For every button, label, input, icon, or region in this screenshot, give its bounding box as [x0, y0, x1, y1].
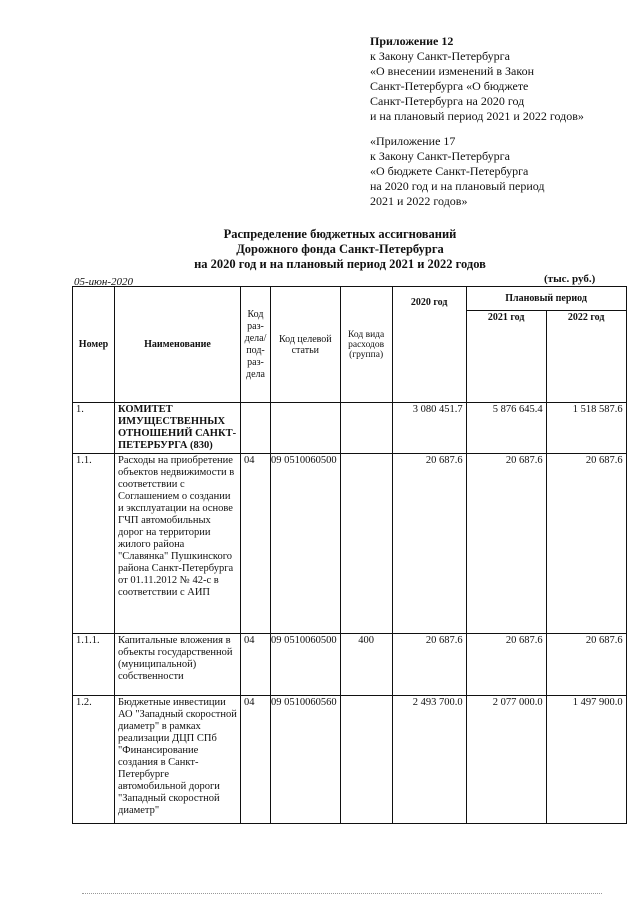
appendix-line: на 2020 год и на плановый период: [370, 179, 545, 193]
row-section: 04: [244, 697, 255, 708]
row-target: 0510060500: [284, 455, 337, 466]
appendix-line: и на плановый период 2021 и 2022 годов»: [370, 109, 584, 123]
row-2022: 20 687.6: [546, 454, 626, 634]
row-2022: 1 518 587.6: [546, 403, 626, 454]
title-line: на 2020 год и на плановый период 2021 и 2022 годов: [194, 257, 486, 271]
row-name: Капитальные вложения в объекты государственной (муниципальной) собственности: [115, 634, 241, 696]
row-subsection: 09: [271, 455, 282, 466]
budget-table: [72, 286, 627, 824]
header-target: Код целевой статьи: [271, 287, 341, 403]
appendix-line: к Закону Санкт-Петербурга: [370, 149, 510, 163]
title-line: Дорожного фонда Санкт-Петербурга: [236, 242, 444, 256]
appendix-line: к Закону Санкт-Петербурга: [370, 49, 510, 63]
row-2021: 2 077 000.0: [466, 696, 546, 824]
row-section-cell: [241, 696, 271, 824]
row-target: 0510060500: [284, 635, 337, 646]
row-2020: 20 687.6: [392, 454, 466, 634]
row-expense: [340, 454, 392, 634]
row-target-cell: [271, 634, 341, 696]
appendix-line: Санкт-Петербурга на 2020 год: [370, 94, 525, 108]
appendix-title: Приложение 12: [370, 34, 454, 48]
row-name: Бюджетные инвестиции АО "Западный скоростной диаметр" в рамках реализации ДЦП СПб "Финансирование создания в Санкт-Петербурге автомобильной дороги "Западный скоростной диаметр": [115, 696, 241, 824]
row-name: Расходы на приобретение объектов недвижимости в соответствии с Соглашением о создании и эксплуатации на основе ГЧП автомобильных дорог на территории жилого района "Славянка" Пушкинского района Санкт-Петербурга от 01.11.2012 № 42-с в соответствии с АИП: [115, 454, 241, 634]
row-section-cell: [241, 634, 271, 696]
table-row: [73, 696, 627, 824]
header-expense: Код вида расходов (группа): [340, 287, 392, 403]
header-section: Код раз- дела/ под- раз- дела: [241, 287, 271, 403]
appendix-line: «Приложение 17: [370, 134, 456, 148]
row-section: [241, 403, 271, 454]
row-section: 04: [244, 455, 255, 466]
appendix-line: «О внесении изменений в Закон: [370, 64, 535, 78]
row-2022: 1 497 900.0: [546, 696, 626, 824]
row-target-cell: [271, 696, 341, 824]
appendix-line: 2021 и 2022 годов»: [370, 194, 468, 208]
header-2021: 2021 год: [466, 311, 546, 403]
row-subsection: 09: [271, 697, 282, 708]
header-number: Номер: [73, 287, 115, 403]
header-name: Наименование: [115, 287, 241, 403]
row-section-cell: [241, 454, 271, 634]
row-2021: 20 687.6: [466, 454, 546, 634]
document-title: [150, 227, 530, 272]
units-label: (тыс. руб.): [544, 273, 596, 285]
row-subsection: 09: [271, 635, 282, 646]
table-row: [73, 454, 627, 634]
row-target-cell: [271, 454, 341, 634]
row-target: [271, 403, 341, 454]
row-number: 1.2.: [73, 696, 115, 824]
table-row: [73, 634, 627, 696]
table-row: [73, 403, 627, 454]
scan-footer-line: [82, 893, 602, 897]
appendix-line: Санкт-Петербурга «О бюджете: [370, 79, 529, 93]
row-2020: 20 687.6: [392, 634, 466, 696]
row-number: 1.: [73, 403, 115, 454]
row-expense: 400: [340, 634, 392, 696]
header-2022: 2022 год: [546, 311, 626, 403]
row-2021: 20 687.6: [466, 634, 546, 696]
row-2020: 2 493 700.0: [392, 696, 466, 824]
appendix-line: «О бюджете Санкт-Петербурга: [370, 164, 529, 178]
row-2021: 5 876 645.4: [466, 403, 546, 454]
row-target: 0510060560: [284, 697, 337, 708]
appendix-header: [370, 34, 584, 124]
header-2020: 2020 год: [392, 287, 466, 403]
row-name: КОМИТЕТ ИМУЩЕСТВЕННЫХ ОТНОШЕНИЙ САНКТ-ПЕТЕРБУРГА (830): [115, 403, 241, 454]
row-2020: 3 080 451.7: [392, 403, 466, 454]
row-2022: 20 687.6: [546, 634, 626, 696]
header-plan-period: Плановый период: [466, 287, 626, 311]
row-expense: [340, 696, 392, 824]
row-section: 04: [244, 635, 255, 646]
document-date: 05-июн-2020: [74, 276, 134, 288]
title-line: Распределение бюджетных ассигнований: [223, 227, 457, 241]
row-number: 1.1.1.: [73, 634, 115, 696]
row-number: 1.1.: [73, 454, 115, 634]
appendix-17-header: [370, 134, 545, 209]
row-expense: [340, 403, 392, 454]
